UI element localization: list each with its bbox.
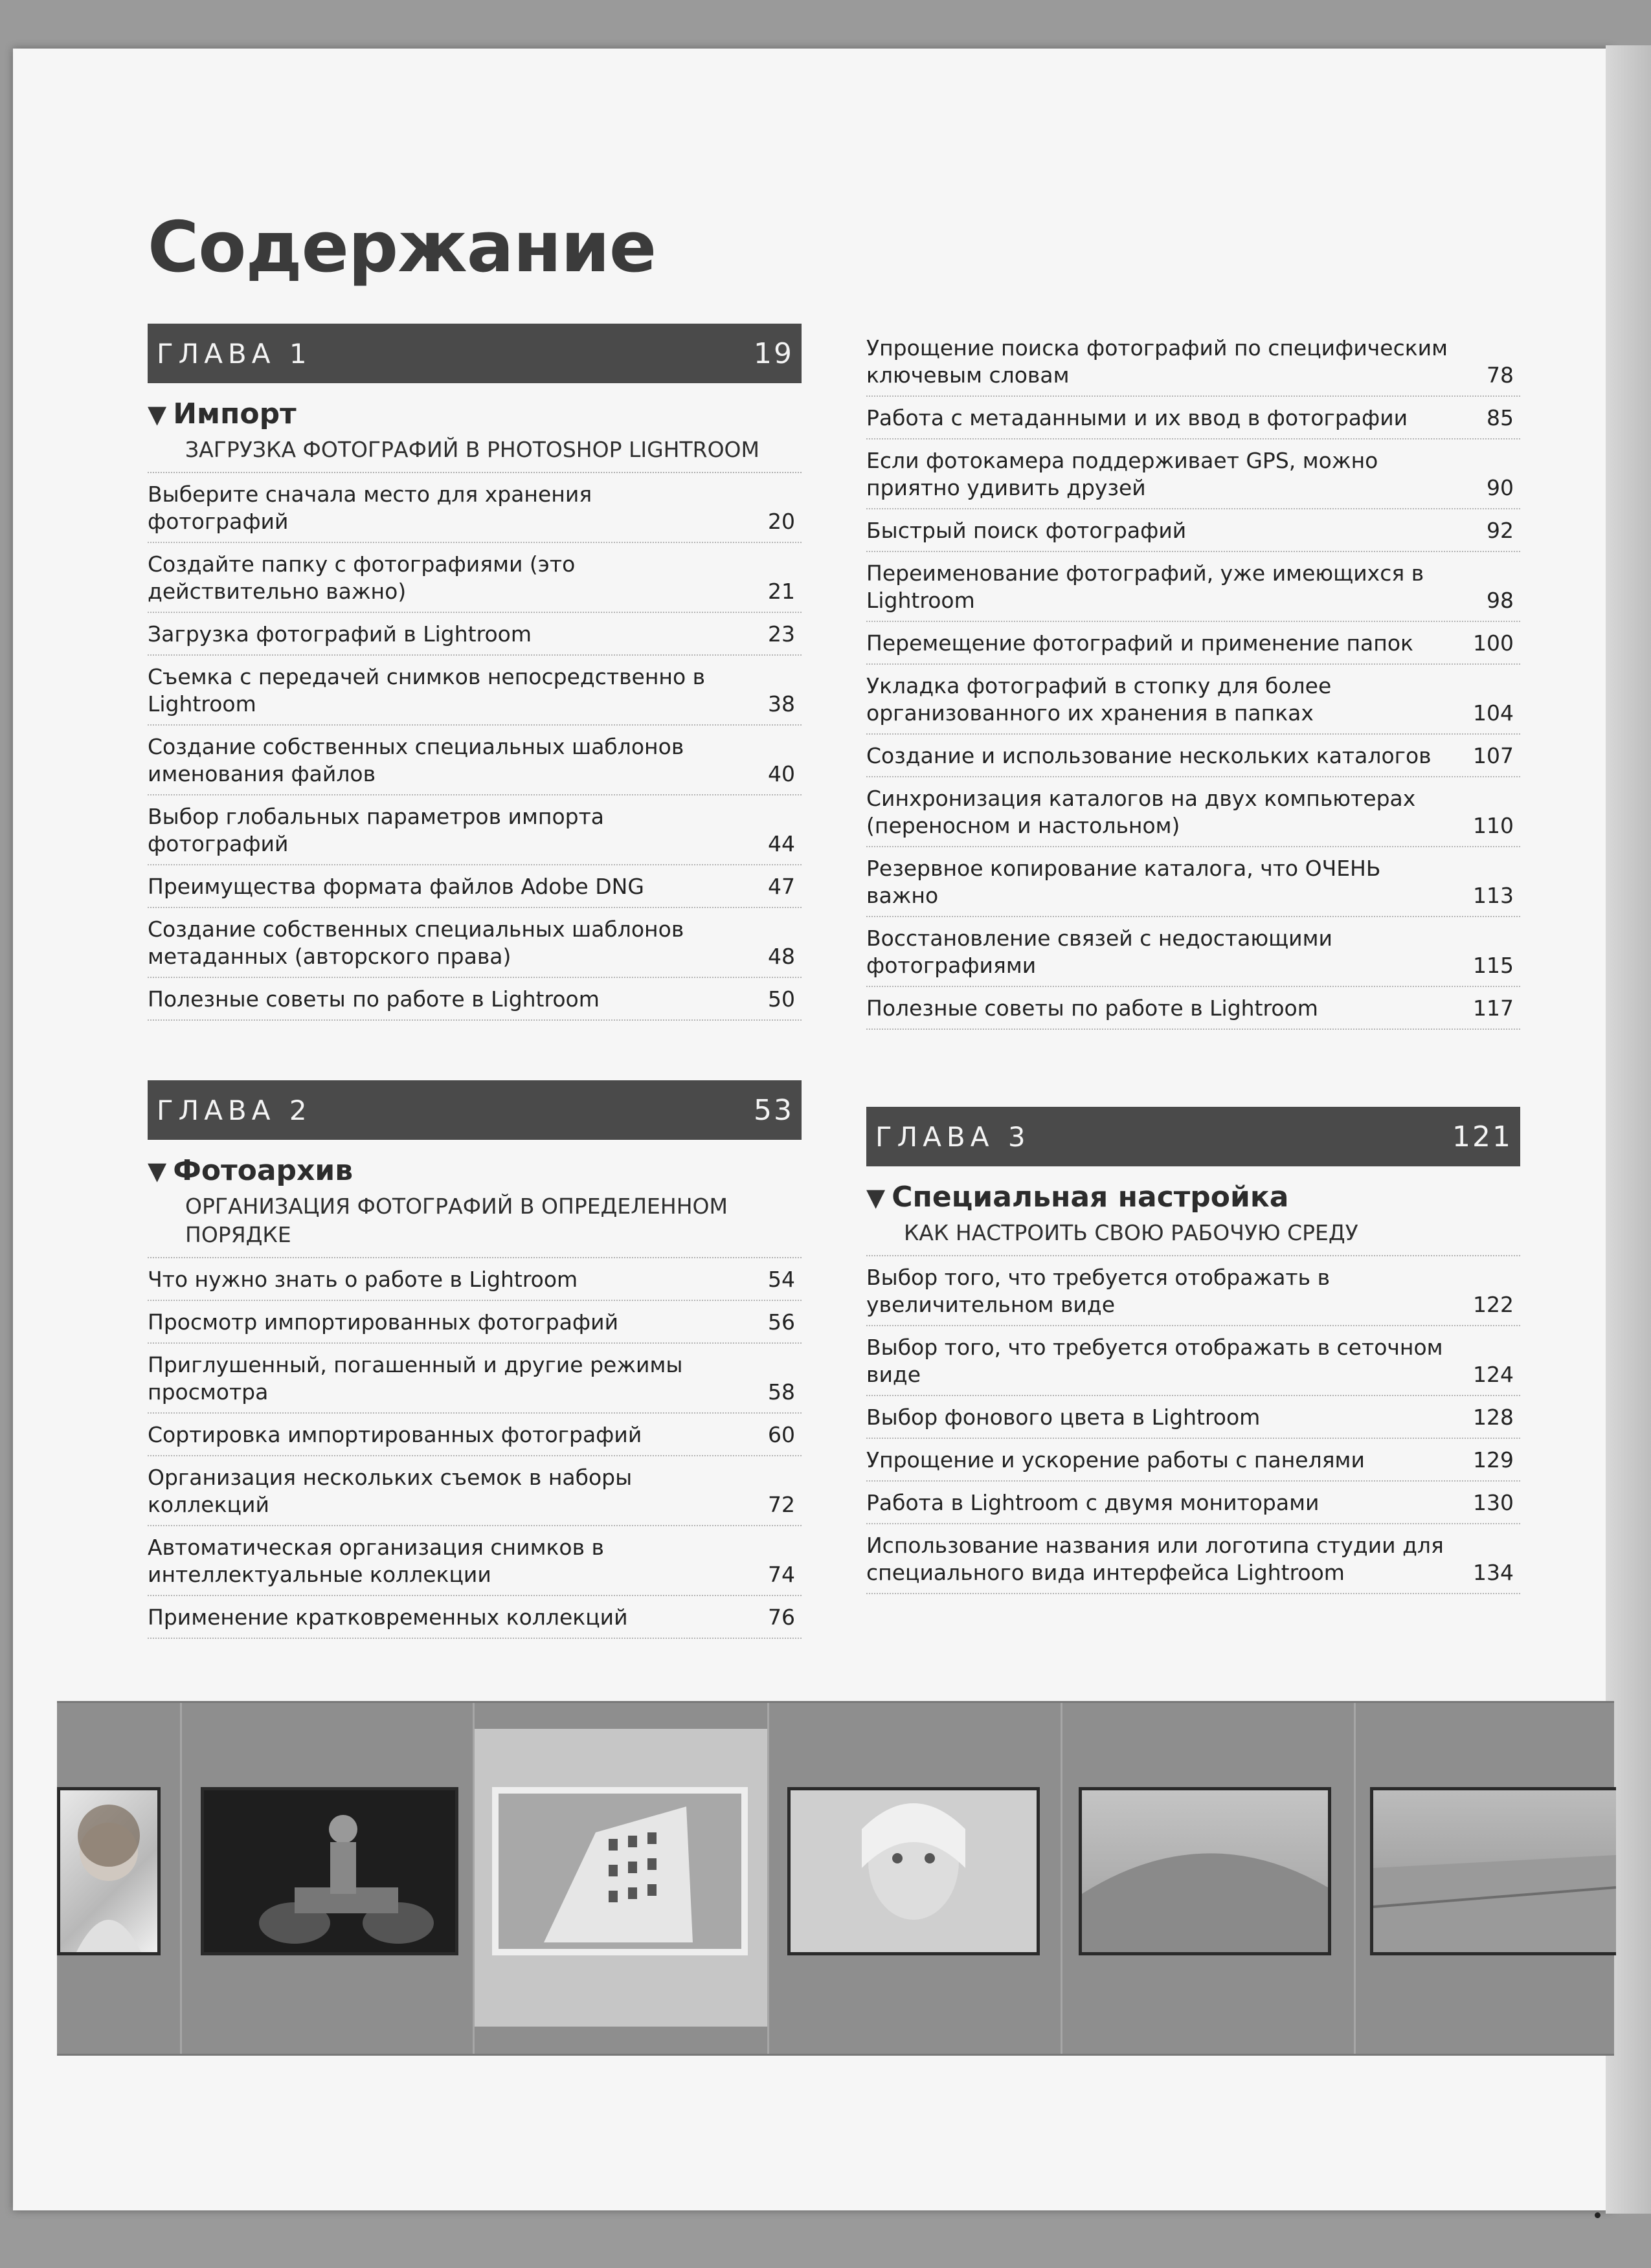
toc-entry	[148, 656, 802, 726]
toc-entry	[148, 473, 802, 543]
chapter-1-bar	[148, 324, 802, 383]
toc-entry	[866, 1396, 1520, 1439]
toc-entry-title: Применение кратковременных коллекций	[148, 1605, 628, 1630]
toc-entry-title: Выбор того, что требуется отображать в увеличительном виде	[866, 1265, 1331, 1317]
child-portrait-thumbnail	[57, 1787, 161, 1955]
toc-entry-page: 117	[1473, 995, 1514, 1021]
chapter-label: ГЛАВА 3	[875, 1120, 1031, 1153]
landscape-field-thumbnail	[1370, 1787, 1616, 1955]
toc-entry-page: 104	[1473, 700, 1514, 726]
toc-entry-title: Работа с метаданными и их ввод в фотографии	[866, 405, 1408, 430]
toc-entry	[148, 613, 802, 656]
toc-entry-page: 56	[768, 1309, 795, 1335]
right-column	[866, 327, 1520, 1030]
toc-entry-title: Сортировка импортированных фотографий	[148, 1422, 642, 1447]
chapter-page: 53	[754, 1093, 794, 1127]
frame-divider	[767, 1703, 769, 2054]
toc-entry-title: Перемещение фотографий и применение папок	[866, 630, 1413, 656]
toc-entry-title: Выберите сначала место для хранения фотографий	[148, 482, 592, 534]
toc-entry-page: 20	[768, 509, 795, 534]
toc-entry-page: 60	[768, 1422, 795, 1447]
toc-entry	[866, 1482, 1520, 1524]
toc-entry	[866, 327, 1520, 397]
toc-entry-page: 58	[768, 1379, 795, 1405]
toc-entry-page: 130	[1473, 1490, 1514, 1515]
toc-entry-title: Выбор того, что требуется отображать в сеточном виде	[866, 1335, 1443, 1387]
toc-entry-page: 124	[1473, 1362, 1514, 1387]
toc-entry	[866, 552, 1520, 622]
toc-entry-page: 90	[1487, 475, 1514, 500]
toc-entry-title: Выбор глобальных параметров импорта фотографий	[148, 804, 605, 856]
toc-entry	[866, 987, 1520, 1030]
toc-entry-title: Упрощение и ускорение работы с панелями	[866, 1447, 1365, 1473]
toc-entry-page: 98	[1487, 588, 1514, 613]
toc-entry	[866, 397, 1520, 439]
toc-entry	[866, 917, 1520, 987]
toc-list	[866, 1256, 1520, 1594]
toc-entry	[866, 735, 1520, 777]
toc-entry-title: Съемка с передачей снимков непосредственно в Lightroom	[148, 664, 706, 717]
toc-list	[148, 1258, 802, 1639]
chapter-label: ГЛАВА 1	[157, 337, 312, 370]
section-title: Фотоархив	[173, 1154, 354, 1187]
toc-entry	[866, 1326, 1520, 1396]
toc-entry-title: Загрузка фотографий в Lightroom	[148, 621, 532, 647]
frame-divider	[180, 1703, 182, 2054]
toc-entry-title: Создайте папку с фотографиями (это действительно важно)	[148, 551, 576, 604]
toc-entry-title: Упрощение поиска фотографий по специфическим ключевым словам	[866, 335, 1448, 388]
photo-filmstrip	[57, 1701, 1614, 2056]
toc-entry-title: Восстановление связей с недостающими фотографиями	[866, 926, 1332, 978]
toc-entry-title: Укладка фотографий в стопку для более организованного их хранения в папках	[866, 673, 1332, 726]
toc-list	[148, 473, 802, 1021]
toc-entry-title: Автоматическая организация снимков в интеллектуальные коллекции	[148, 1535, 604, 1587]
toc-entry	[866, 1256, 1520, 1326]
section-subtitle: КАК НАСТРОИТЬ СВОЮ РАБОЧУЮ СРЕДУ	[866, 1214, 1520, 1256]
toc-entry	[866, 1439, 1520, 1482]
toc-entry-title: Организация нескольких съемок в наборы коллекций	[148, 1465, 633, 1517]
landscape-hill-thumbnail	[1079, 1787, 1331, 1955]
toc-entry-page: 134	[1473, 1560, 1514, 1585]
building-thumbnail	[492, 1787, 748, 1955]
toc-entry-title: Полезные советы по работе в Lightroom	[148, 986, 600, 1012]
triangle-down-icon: ▼	[866, 1183, 886, 1212]
toc-entry-title: Быстрый поиск фотографий	[866, 518, 1187, 543]
woman-portrait-thumbnail	[787, 1787, 1040, 1955]
toc-entry	[866, 439, 1520, 509]
toc-entry	[866, 777, 1520, 847]
toc-entry-page: 92	[1487, 518, 1514, 543]
toc-entry-page: 107	[1473, 743, 1514, 768]
page-title: Содержание	[148, 207, 657, 288]
toc-entry	[148, 1258, 802, 1301]
toc-entry	[148, 1596, 802, 1639]
toc-entry-title: Полезные советы по работе в Lightroom	[866, 995, 1318, 1021]
chapter-label: ГЛАВА 2	[157, 1094, 312, 1126]
toc-entry	[148, 1344, 802, 1414]
toc-entry	[866, 509, 1520, 552]
toc-entry-page: 76	[768, 1605, 795, 1630]
toc-list	[866, 327, 1520, 1030]
toc-entry-title: Использование названия или логотипа студии для специального вида интерфейса Lightroom	[866, 1533, 1444, 1585]
toc-entry-page: 47	[768, 874, 795, 899]
toc-entry-page: 100	[1473, 630, 1514, 656]
toc-entry	[148, 1414, 802, 1456]
section-title: Специальная настройка	[892, 1181, 1289, 1214]
toc-entry-page: 40	[768, 761, 795, 786]
toc-entry-page: 23	[768, 621, 795, 647]
toc-entry-title: Создание и использование нескольких каталогов	[866, 743, 1432, 768]
section-title: Импорт	[173, 397, 297, 430]
toc-entry-page: 110	[1473, 813, 1514, 838]
toc-entry-page: 21	[768, 579, 795, 604]
toc-entry-title: Работа в Lightroom с двумя мониторами	[866, 1490, 1320, 1515]
toc-entry-page: 122	[1473, 1292, 1514, 1317]
toc-entry	[148, 795, 802, 865]
motorcycle-rider-thumbnail	[201, 1787, 458, 1955]
toc-entry	[866, 622, 1520, 665]
chapter-3-bar	[866, 1107, 1520, 1166]
toc-entry-title: Выбор фонового цвета в Lightroom	[866, 1405, 1261, 1430]
toc-entry-title: Что нужно знать о работе в Lightroom	[148, 1267, 578, 1292]
frame-divider	[1354, 1703, 1356, 2054]
toc-entry	[148, 726, 802, 795]
toc-entry-page: 74	[768, 1562, 795, 1587]
scan-speck	[1595, 2212, 1600, 2218]
toc-entry-page: 85	[1487, 405, 1514, 430]
frame-divider	[473, 1703, 475, 2054]
toc-entry	[148, 978, 802, 1021]
toc-entry	[866, 665, 1520, 735]
toc-entry-page: 113	[1473, 883, 1514, 908]
toc-entry-page: 48	[768, 944, 795, 969]
toc-entry	[148, 1301, 802, 1344]
toc-entry	[148, 865, 802, 908]
chapter-2-bar	[148, 1080, 802, 1140]
section-heading	[148, 1154, 802, 1187]
right-column-chapter-3	[866, 1107, 1520, 1594]
section-subtitle: ОРГАНИЗАЦИЯ ФОТОГРАФИЙ В ОПРЕДЕЛЕННОМ ПОРЯДКЕ	[148, 1187, 802, 1258]
toc-entry-title: Просмотр импортированных фотографий	[148, 1309, 619, 1335]
toc-entry	[148, 1526, 802, 1596]
toc-entry-title: Создание собственных специальных шаблонов именования файлов	[148, 734, 684, 786]
toc-entry-page: 78	[1487, 362, 1514, 388]
section-subtitle: ЗАГРУЗКА ФОТОГРАФИЙ В PHOTOSHOP LIGHTROOM	[148, 430, 802, 473]
toc-entry-title: Синхронизация каталогов на двух компьютерах (переносном и настольном)	[866, 786, 1416, 838]
toc-entry-page: 72	[768, 1492, 795, 1517]
toc-entry-title: Приглушенный, погашенный и другие режимы просмотра	[148, 1352, 683, 1405]
toc-entry	[148, 908, 802, 978]
toc-entry-title: Преимущества формата файлов Adobe DNG	[148, 874, 644, 899]
chapter-page: 19	[754, 337, 794, 370]
frame-divider	[1061, 1703, 1062, 2054]
toc-entry-page: 54	[768, 1267, 795, 1292]
toc-entry-title: Переименование фотографий, уже имеющихся в Lightroom	[866, 561, 1424, 613]
toc-entry-title: Создание собственных специальных шаблонов метаданных (авторского права)	[148, 917, 684, 969]
toc-entry-title: Резервное копирование каталога, что ОЧЕНЬ важно	[866, 856, 1381, 908]
toc-entry-page: 129	[1473, 1447, 1514, 1473]
toc-entry	[148, 1456, 802, 1526]
toc-entry-page: 115	[1473, 953, 1514, 978]
section-heading	[866, 1181, 1520, 1214]
toc-entry	[148, 543, 802, 613]
triangle-down-icon: ▼	[148, 399, 167, 428]
toc-entry	[866, 847, 1520, 917]
toc-entry-page: 38	[768, 691, 795, 717]
toc-entry	[866, 1524, 1520, 1594]
toc-entry-title: Если фотокамера поддерживает GPS, можно приятно удивить друзей	[866, 448, 1378, 500]
left-column	[148, 324, 802, 1639]
toc-entry-page: 44	[768, 831, 795, 856]
triangle-down-icon: ▼	[148, 1156, 167, 1185]
chapter-page: 121	[1452, 1120, 1512, 1153]
section-heading	[148, 397, 802, 430]
toc-entry-page: 128	[1473, 1405, 1514, 1430]
toc-entry-page: 50	[768, 986, 795, 1012]
